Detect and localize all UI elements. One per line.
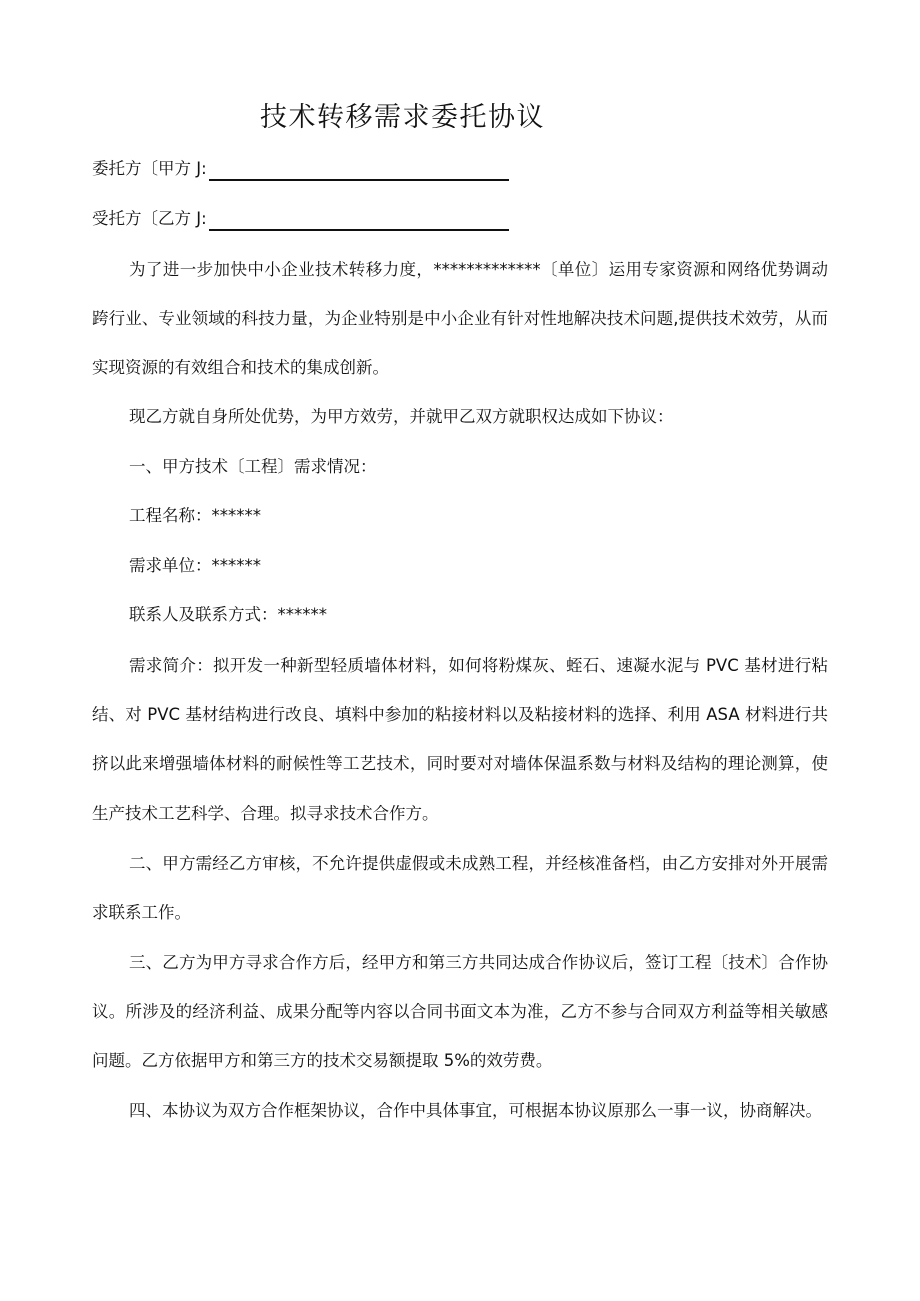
agreement-lead: 现乙方就自身所处优势，为甲方效劳，并就甲乙双方就职权达成如下协议： bbox=[129, 407, 674, 426]
demand-summary: 需求简介：拟开发一种新型轻质墙体材料，如何将粉煤灰、蛭石、速凝水泥与 PVC 基材进行粘结、对 PVC 基材结构进行改良、填料中参加的粘接材料以及粘接材料的选择、利用 ASA 材料进行共挤以此来增强墙体材料的耐候性等工艺技术，同时要对对墙体保温系数与材料及结构的理论测算，使生产技术工艺科学、合理。拟寻求技术合作方。 bbox=[92, 656, 828, 823]
demand-unit: 需求单位：****** bbox=[129, 556, 261, 575]
party-b-blank bbox=[209, 211, 509, 231]
party-b-line bbox=[92, 207, 509, 231]
contact-info: 联系人及联系方式：****** bbox=[129, 605, 327, 624]
document-title: 技术转移需求委托协议 bbox=[260, 102, 545, 133]
section1-heading: 一、甲方技术〔工程〕需求情况： bbox=[129, 457, 377, 476]
section3-paragraph: 三、乙方为甲方寻求合作方后，经甲方和第三方共同达成合作协议后，签订工程〔技术〕合作协议。所涉及的经济利益、成果分配等内容以合同书面文本为准，乙方不参与合同双方利益等相关敏感问题。乙方依据甲方和第三方的技术交易额提取 5%的效劳费。 bbox=[92, 953, 828, 1071]
party-a-blank bbox=[209, 161, 509, 181]
section2-paragraph: 二、甲方需经乙方审核，不允许提供虚假或未成熟工程，并经核准备档，由乙方安排对外开展需求联系工作。 bbox=[92, 854, 828, 923]
section4-paragraph: 四、本协议为双方合作框架协议，合作中具体事宜，可根据本协议原那么一事一议，协商解决。 bbox=[129, 1101, 822, 1120]
project-name: 工程名称：****** bbox=[129, 506, 261, 525]
party-b-label: 受托方〔乙方 J: bbox=[92, 209, 207, 228]
party-a-label: 委托方〔甲方 J: bbox=[92, 159, 207, 178]
party-a-line bbox=[92, 157, 509, 181]
intro-paragraph: 为了进一步加快中小企业技术转移力度，*************〔单位〕运用专家资源和网络优势调动跨行业、专业领域的科技力量，为企业特别是中小企业有针对性地解决技术问题,提供技术效劳，从而实现资源的有效组合和技术的集成创新。 bbox=[92, 260, 828, 378]
